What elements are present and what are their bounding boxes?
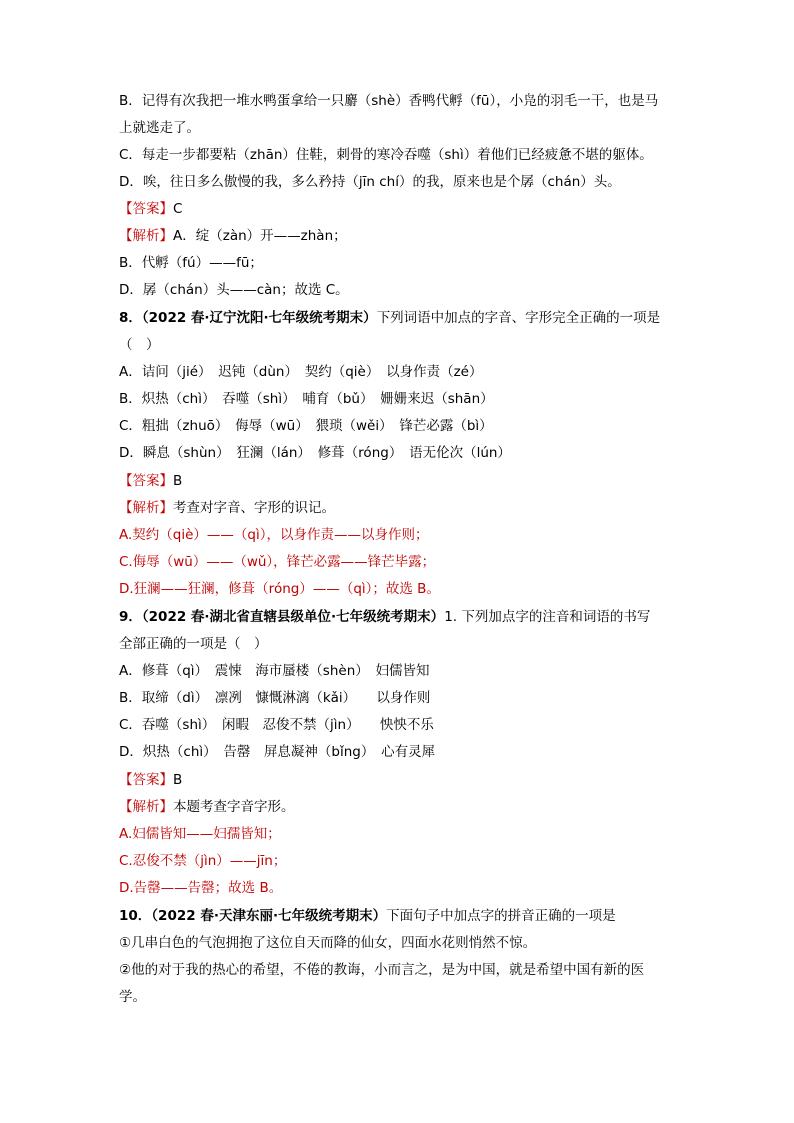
question-source: （2022 春·天津东丽·七年级统考期末） [151, 908, 387, 924]
line-text: 下面句子中加点字的拼音正确的一项是 [386, 908, 616, 924]
line-text: A．绽（zàn）开——zhàn； [173, 228, 347, 244]
text-line [119, 92, 658, 110]
text-line [119, 961, 644, 979]
text-line [119, 879, 282, 897]
question-source: （2022 春·辽宁沈阳·七年级统考期末） [141, 310, 377, 326]
question-number: 8． [119, 310, 142, 326]
line-text: C．吞噬（shì） 闲暇 忍俊不禁（jìn） 怏怏不乐 [119, 717, 434, 733]
line-text: 本题考查字音字形。 [173, 799, 295, 815]
line-text: D．瞬息（shùn） 狂澜（lán） 修葺（róng） 语无伦次（lún） [119, 445, 511, 461]
line-text: ②他的对于我的热心的希望，不倦的教诲，小而言之，是为中国，就是希望中国有新的医 [119, 962, 645, 978]
text-line [119, 254, 263, 272]
answer-label: 【解析】 [119, 500, 173, 516]
line-text: B [173, 473, 183, 489]
answer-label: 【答案】 [119, 201, 173, 217]
line-text: A．修葺（qì） 震悚 海市蜃楼（shèn） 妇儒皆知 [119, 663, 430, 679]
line-text: 全部正确的一项是（ ） [119, 636, 268, 652]
text-line [119, 173, 621, 191]
line-text: A.契约（qiè）——（qì），以身作责——以身作则； [119, 527, 429, 543]
text-line [119, 825, 281, 843]
line-text: C．每走一步都要粘（zhān）住鞋，刺骨的寒冷吞噬（shì）着他们已经疲惫不堪的躯体。 [119, 147, 653, 163]
text-line [119, 798, 295, 816]
line-text: （ ） [119, 337, 160, 353]
text-line [119, 743, 435, 761]
line-text: C．粗拙（zhuō） 侮辱（wū） 猥琐（wěi） 锋芒必露（bì） [119, 418, 493, 434]
answer-label: 【解析】 [119, 799, 173, 815]
text-line [119, 526, 428, 544]
line-text: C [173, 201, 183, 217]
text-line [119, 119, 200, 137]
text-line [119, 934, 536, 952]
text-line [119, 553, 435, 571]
text-line [119, 200, 182, 218]
line-text: B．取缔（dì） 凛冽 慷慨淋漓（kǎi） 以身作则 [119, 690, 431, 706]
line-text: 学。 [119, 989, 146, 1005]
text-line [119, 988, 146, 1006]
line-text: B．炽热（chì） 吞噬（shì） 哺育（bǔ） 姗姗来迟（shān） [119, 391, 494, 407]
text-line [119, 444, 511, 462]
line-text: D．唉，往日多么傲慢的我，多么矜持（jīn chí）的我，原来也是个孱（chán）头。 [119, 174, 621, 190]
line-text: D．孱（chán）头——càn；故选 C。 [119, 282, 349, 298]
text-line [119, 472, 182, 490]
line-text: 上就逃走了。 [119, 120, 200, 136]
text-line [119, 771, 182, 789]
text-line [119, 363, 483, 381]
line-text: 下列词语中加点的字音、字形完全正确的一项是 [376, 310, 661, 326]
line-text: D.告罄——告罄；故选 B。 [119, 880, 283, 896]
text-line [119, 281, 349, 299]
text-line [119, 907, 616, 925]
text-line [119, 417, 493, 435]
line-text: C.忍俊不禁（jìn）——jīn； [119, 853, 287, 869]
text-line [119, 146, 653, 164]
text-line [119, 227, 347, 245]
line-text: 1. 下列加点字的注音和词语的书写 [444, 609, 651, 625]
text-line [119, 309, 660, 327]
text-line [119, 580, 440, 598]
question-number: 10． [119, 908, 152, 924]
answer-label: 【解析】 [119, 228, 173, 244]
line-text: ①几串白色的气泡拥抱了这位自天而降的仙女，四面水花则悄然不惊。 [119, 935, 537, 951]
answer-label: 【答案】 [119, 772, 173, 788]
line-text: B [173, 772, 183, 788]
text-line [119, 852, 286, 870]
line-text: D.狂澜——狂澜，修葺（róng）——（qì）；故选 B。 [119, 581, 440, 597]
question-source: （2022 春·湖北省直辖县级单位·七年级统考期末） [141, 609, 445, 625]
line-text: A．诘问（jié） 迟钝（dùn） 契约（qiè） 以身作责（zé） [119, 364, 483, 380]
question-number: 9． [119, 609, 142, 625]
line-text: D．炽热（chì） 告罄 屏息凝神（bǐng） 心有灵犀 [119, 744, 436, 760]
text-line [119, 662, 430, 680]
line-text: B．代孵（fú）——fū； [119, 255, 263, 271]
text-line [119, 635, 268, 653]
text-line [119, 689, 430, 707]
line-text: 考查对字音、字形的识记。 [173, 500, 335, 516]
line-text: C.侮辱（wū）——（wǔ），锋芒必露——锋芒毕露； [119, 554, 436, 570]
text-line [119, 499, 335, 517]
line-text: A.妇儒皆知——妇孺皆知； [119, 826, 281, 842]
text-line [119, 608, 650, 626]
answer-label: 【答案】 [119, 473, 173, 489]
text-line [119, 716, 434, 734]
text-line [119, 336, 160, 354]
line-text: B．记得有次我把一堆水鸭蛋拿给一只麝（shè）香鸭代孵（fū），小凫的羽毛一干，也是马 [119, 93, 659, 109]
text-line [119, 390, 494, 408]
